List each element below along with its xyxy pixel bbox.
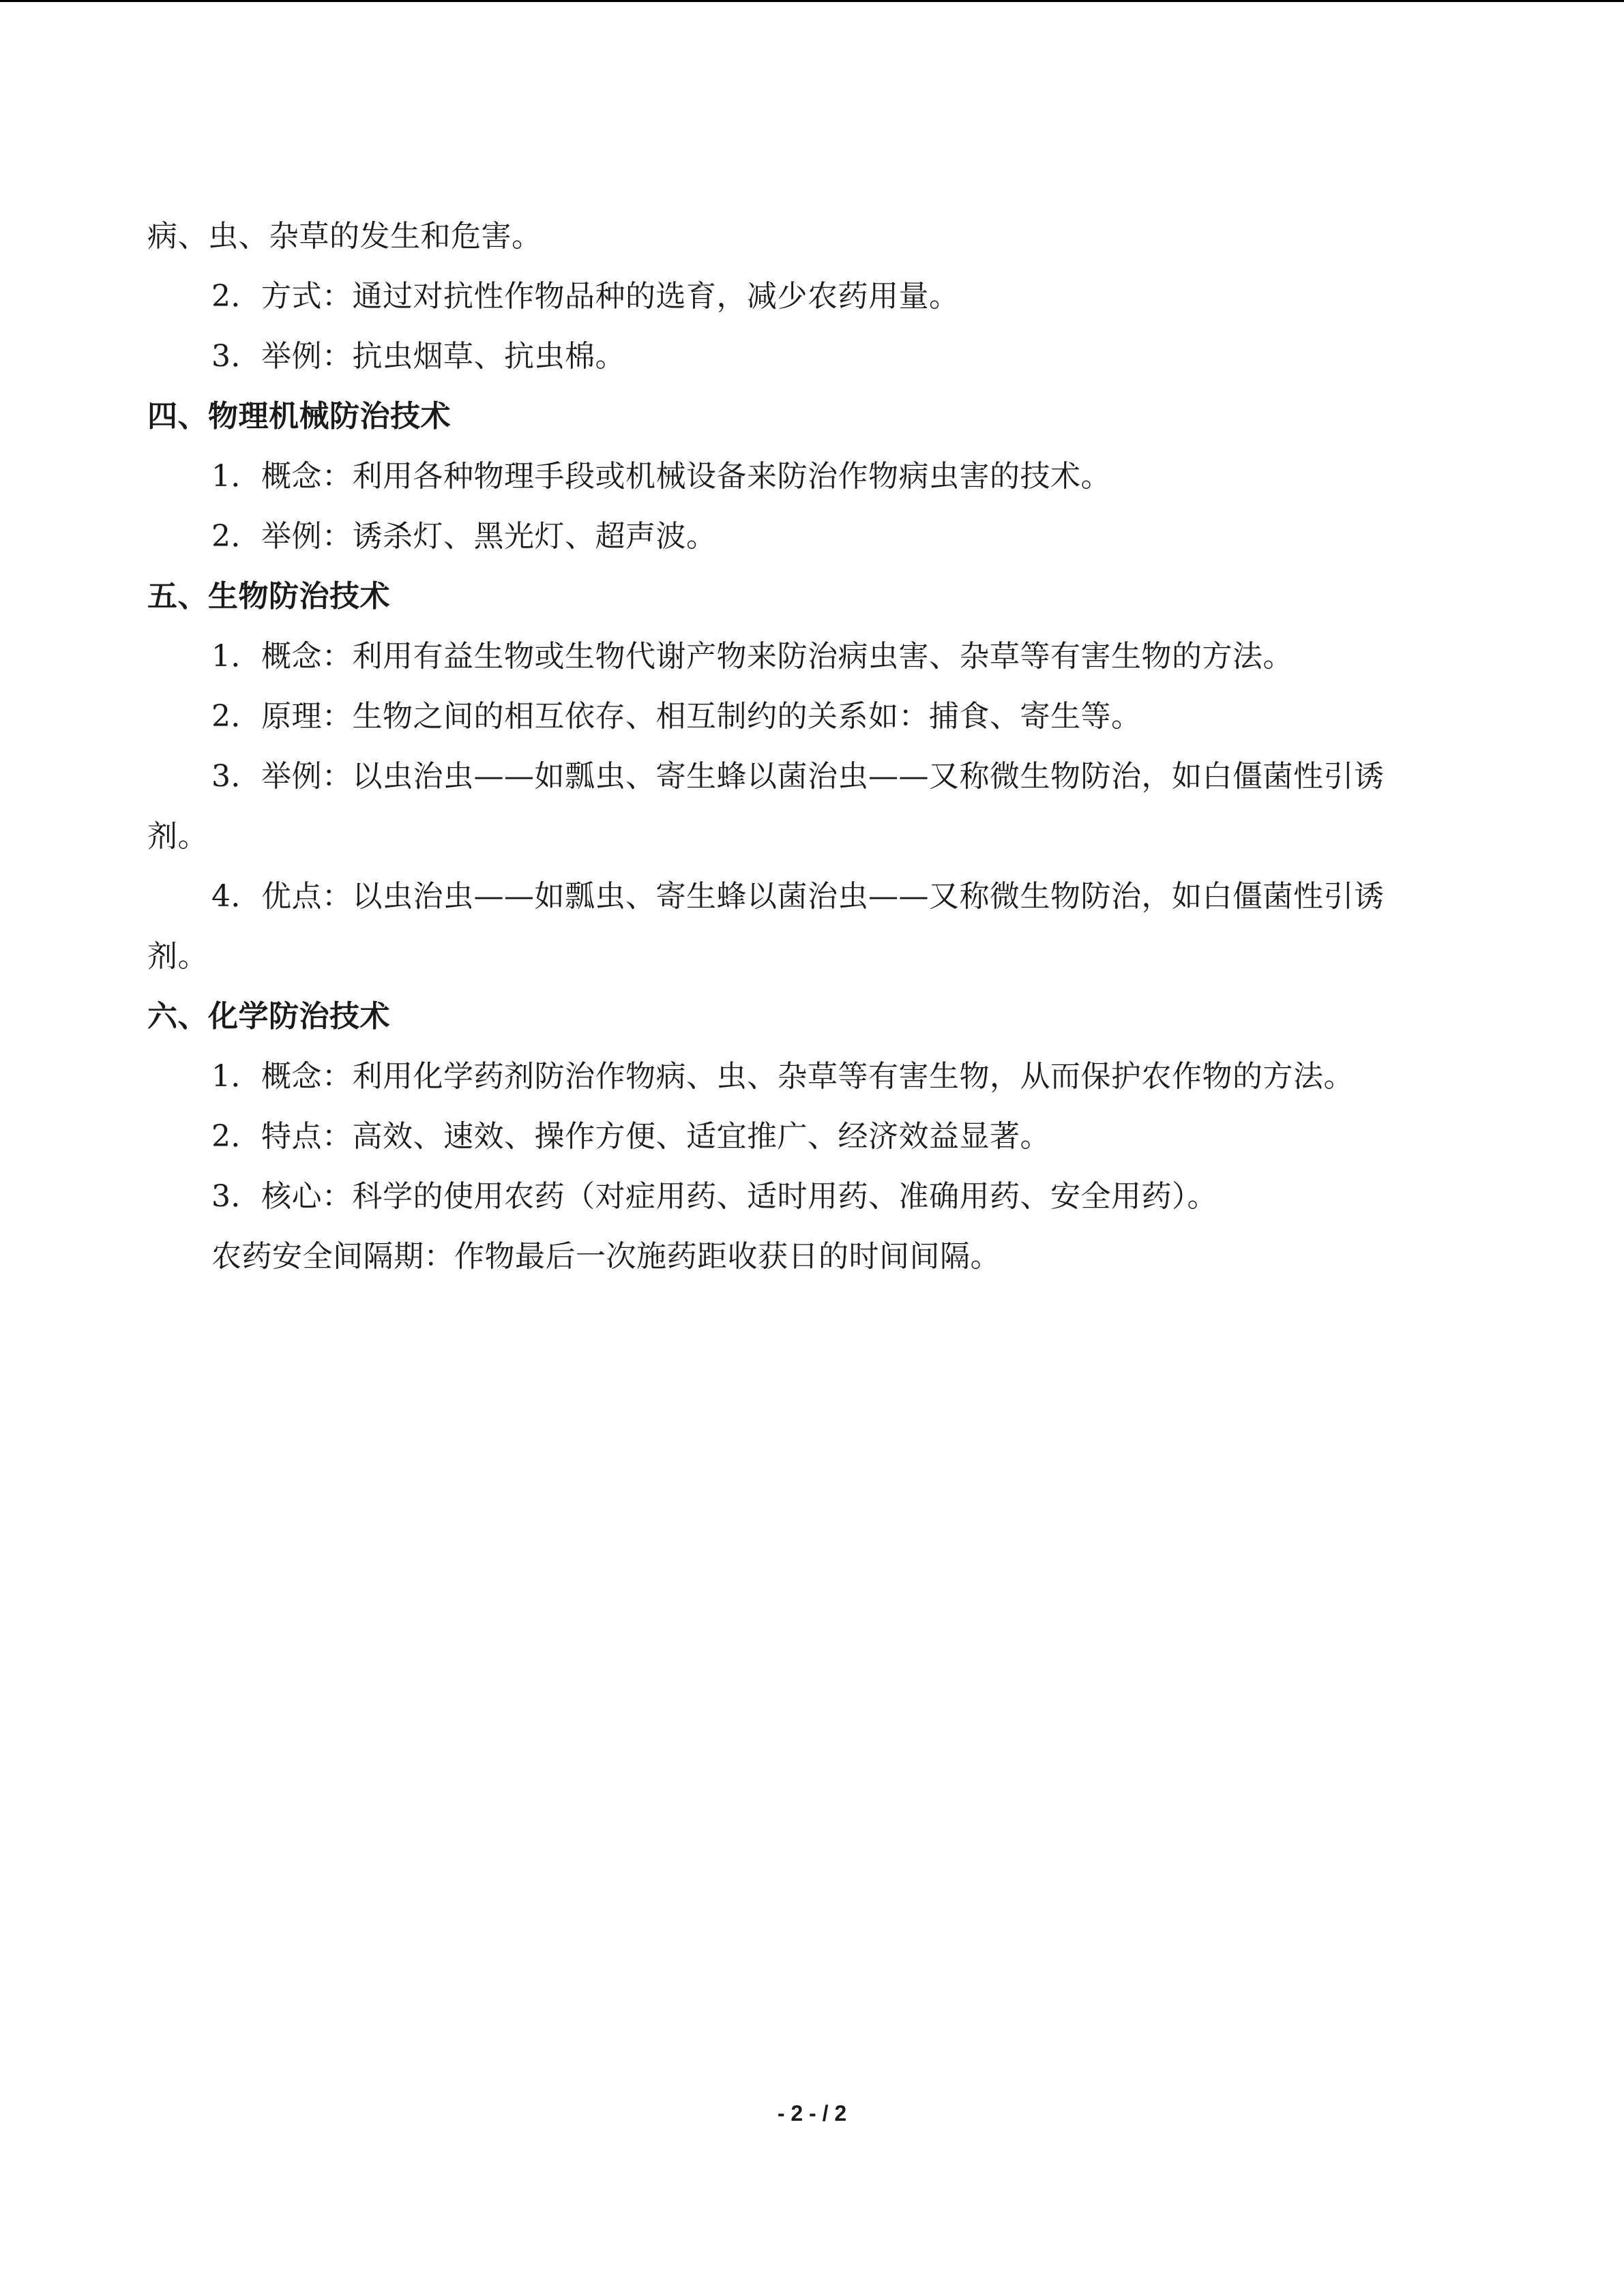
- section-heading: 四、物理机械防治技术: [147, 399, 451, 434]
- paragraph-line: 3．核心：科学的使用农药（对症用药、适时用药、准确用药、安全用药）。: [211, 1179, 1217, 1214]
- document-body: [147, 207, 1484, 1287]
- section-heading: 六、化学防治技术: [147, 999, 390, 1034]
- paragraph-line: 剂。: [147, 819, 208, 854]
- paragraph-line: 2．举例：诱杀灯、黑光灯、超声波。: [211, 519, 717, 554]
- paragraph-line: 4．优点：以虫治虫——如瓢虫、寄生蜂以菌治虫——又称微生物防治，如白僵菌性引诱: [211, 879, 1385, 914]
- paragraph-line: 1．概念：利用化学药剂防治作物病、虫、杂草等有害生物，从而保护农作物的方法。: [211, 1059, 1354, 1094]
- paragraph-line: 1．概念：利用有益生物或生物代谢产物来防治病虫害、杂草等有害生物的方法。: [211, 639, 1293, 674]
- paragraph-line: 3．举例：以虫治虫——如瓢虫、寄生蜂以菌治虫——又称微生物防治，如白僵菌性引诱: [211, 759, 1385, 794]
- paragraph-line: 3．举例：抗虫烟草、抗虫棉。: [211, 339, 625, 374]
- section-heading: 五、生物防治技术: [147, 579, 390, 614]
- paragraph-line: 2．原理：生物之间的相互依存、相互制约的关系如：捕食、寄生等。: [211, 699, 1142, 734]
- paragraph-line: 农药安全间隔期：作物最后一次施药距收获日的时间间隔。: [211, 1239, 1001, 1274]
- paragraph-line: 剂。: [147, 939, 208, 974]
- paragraph-line: 病、虫、杂草的发生和危害。: [147, 219, 542, 254]
- paragraph-line: 2．特点：高效、速效、操作方便、适宜推广、经济效益显著。: [211, 1119, 1050, 1154]
- paragraph-line: 1．概念：利用各种物理手段或机械设备来防治作物病虫害的技术。: [211, 459, 1111, 494]
- page-number: - 2 - / 2: [777, 2101, 847, 2126]
- paragraph-line: 2．方式：通过对抗性作物品种的选育，减少农药用量。: [211, 279, 960, 314]
